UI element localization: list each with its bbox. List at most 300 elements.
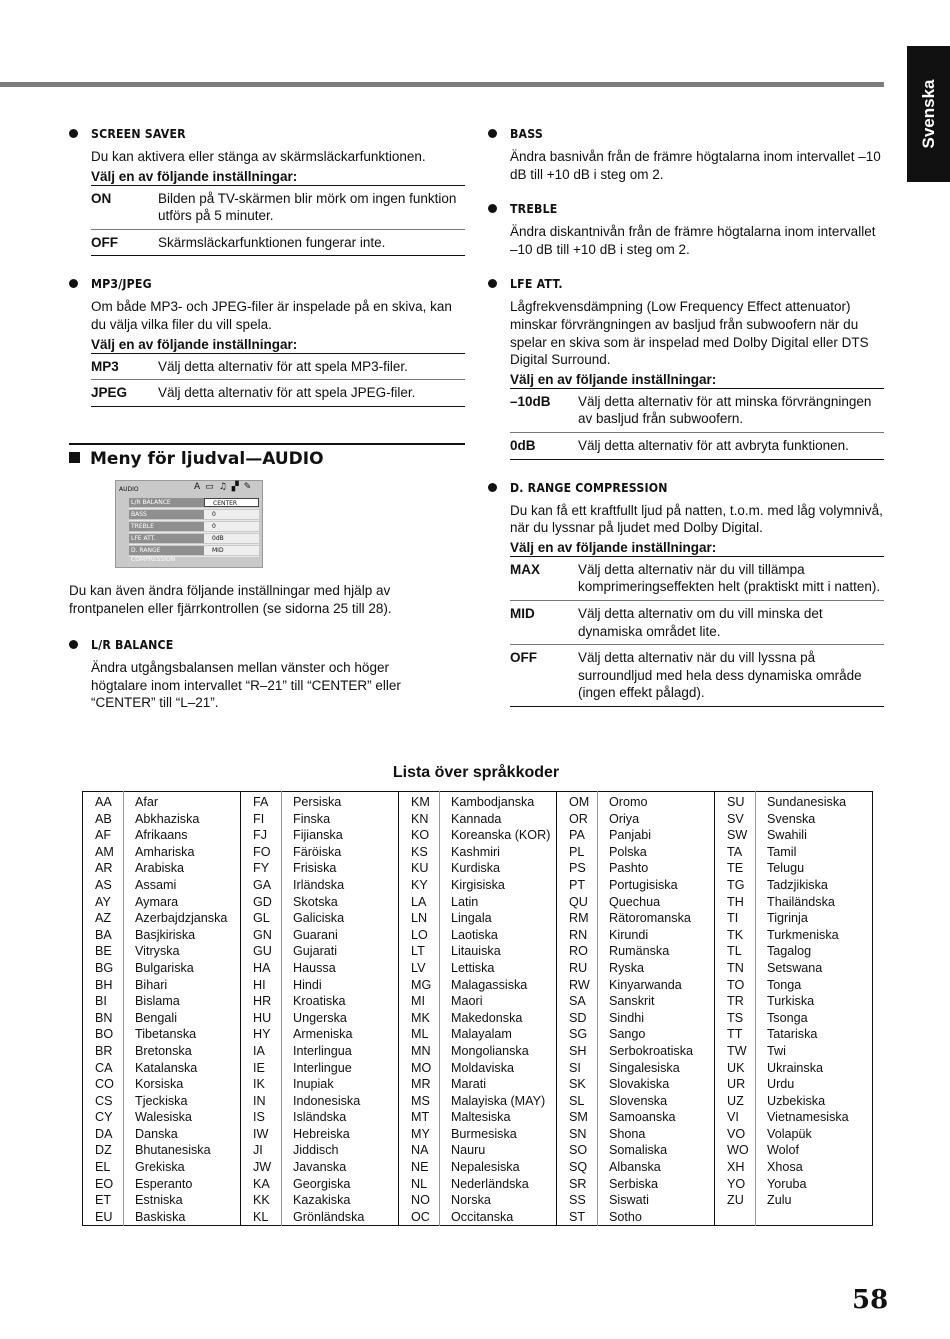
language-name: Oriya xyxy=(598,811,715,828)
language-name: Laotiska xyxy=(440,927,557,944)
language-code: OM xyxy=(557,792,598,811)
language-code: JI xyxy=(241,1142,282,1159)
language-code: FI xyxy=(241,811,282,828)
language-code: AB xyxy=(83,811,124,828)
language-code: ST xyxy=(557,1209,598,1226)
language-name: Quechua xyxy=(598,894,715,911)
language-name: Kurdiska xyxy=(440,860,557,877)
option-text: Skärmsläckarfunktionen fungerar inte. xyxy=(158,234,386,250)
drc-description: Du kan få ett kraftfullt ljud på natten, t.o.m. med låg volymnivå, när du lyssnar på ljudet med Dolby Digital. xyxy=(510,502,883,536)
language-code: SM xyxy=(557,1109,598,1126)
language-name: Skotska xyxy=(282,894,399,911)
language-name: Nederländska xyxy=(440,1176,557,1193)
language-name: Tagalog xyxy=(756,943,873,960)
language-name: Javanska xyxy=(282,1159,399,1176)
mp3-jpeg-heading: MP3/JPEG xyxy=(91,276,152,292)
language-name: Assami xyxy=(124,877,241,894)
language-code: HA xyxy=(241,960,282,977)
language-name: Nepalesiska xyxy=(440,1159,557,1176)
language-code: SN xyxy=(557,1126,598,1143)
language-name: Sango xyxy=(598,1026,715,1043)
language-name: Tigrinja xyxy=(756,910,873,927)
language-code: BI xyxy=(83,993,124,1010)
language-name: Danska xyxy=(124,1126,241,1143)
audio-osd-screenshot xyxy=(115,480,263,568)
language-code: LV xyxy=(399,960,440,977)
language-name: Ryska xyxy=(598,960,715,977)
table-row xyxy=(83,894,873,911)
language-name: Albanska xyxy=(598,1159,715,1176)
language-code: OC xyxy=(399,1209,440,1226)
screen-saver-heading: SCREEN SAVER xyxy=(91,126,186,141)
language-name: Slovenska xyxy=(598,1093,715,1110)
language-code: RO xyxy=(557,943,598,960)
osd-row xyxy=(129,521,259,533)
table-row xyxy=(83,960,873,977)
language-code: BE xyxy=(83,943,124,960)
language-name: Volapük xyxy=(756,1126,873,1143)
language-name: Maltesiska xyxy=(440,1109,557,1126)
option-row xyxy=(510,557,884,601)
language-name: Nauru xyxy=(440,1142,557,1159)
language-code: DA xyxy=(83,1126,124,1143)
language-code: RN xyxy=(557,927,598,944)
language-name: Tonga xyxy=(756,977,873,994)
drc-section xyxy=(488,480,884,707)
language-code: LA xyxy=(399,894,440,911)
table-row xyxy=(83,860,873,877)
language-name: Azerbajdzjanska xyxy=(124,910,241,927)
language-code: SV xyxy=(715,811,756,828)
treble-section xyxy=(488,201,884,258)
language-code: AZ xyxy=(83,910,124,927)
table-row xyxy=(83,1209,873,1226)
bullet-icon xyxy=(488,204,497,213)
language-name: Pashto xyxy=(598,860,715,877)
language-name: Tatariska xyxy=(756,1026,873,1043)
table-row xyxy=(83,943,873,960)
option-key: JPEG xyxy=(91,385,128,401)
language-code: GU xyxy=(241,943,282,960)
screen-saver-options xyxy=(91,185,465,257)
bullet-icon xyxy=(488,483,497,492)
language-name: Abkhaziska xyxy=(124,811,241,828)
language-code: FY xyxy=(241,860,282,877)
language-code: LN xyxy=(399,910,440,927)
language-code: SO xyxy=(557,1142,598,1159)
language-name: Sundanesiska xyxy=(756,792,873,811)
option-key: MP3 xyxy=(91,358,119,374)
language-code: PT xyxy=(557,877,598,894)
language-code: SH xyxy=(557,1043,598,1060)
lfe-att-description: Lågfrekvensdämpning (Low Frequency Effect attenuator) minskar förvrängningen av basljud från subwoofern när du spelar en skiva som är inspelad med Dolby Digital eller DTS Digital Surround. xyxy=(510,299,869,368)
language-code: NO xyxy=(399,1192,440,1209)
bass-section xyxy=(488,126,884,183)
language-name: Grönländska xyxy=(282,1209,399,1226)
osd-rows xyxy=(129,497,259,563)
osd-row xyxy=(129,533,259,545)
page-number: 58 xyxy=(852,1285,889,1315)
language-code: AF xyxy=(83,827,124,844)
table-row xyxy=(83,1060,873,1077)
table-row xyxy=(83,792,873,811)
language-name: Samoanska xyxy=(598,1109,715,1126)
language-name: Bulgariska xyxy=(124,960,241,977)
language-name: Ukrainska xyxy=(756,1060,873,1077)
language-name: Kirgisiska xyxy=(440,877,557,894)
lfe-att-choose: Välj en av följande inställningar: xyxy=(510,371,717,387)
language-code: MR xyxy=(399,1076,440,1093)
language-code: SK xyxy=(557,1076,598,1093)
language-name: Oromo xyxy=(598,792,715,811)
osd-title: AUDIO xyxy=(119,486,139,493)
option-row xyxy=(91,380,465,407)
option-text: Välj detta alternativ när du vill lyssna på surroundljud med hela dess dynamiska område (ingen effekt pålagd). xyxy=(578,650,862,701)
osd-row xyxy=(129,497,259,509)
language-name: Mongolianska xyxy=(440,1043,557,1060)
language-name: Portugisiska xyxy=(598,877,715,894)
audio-menu-title: Meny för ljudval—AUDIO xyxy=(90,449,324,469)
language-code: GA xyxy=(241,877,282,894)
language-name: Singalesiska xyxy=(598,1060,715,1077)
language-code: KK xyxy=(241,1192,282,1209)
mp3-jpeg-options xyxy=(91,353,465,407)
osd-row-value: CENTER xyxy=(204,498,259,507)
option-row xyxy=(510,601,884,645)
language-name: Kazakiska xyxy=(282,1192,399,1209)
language-name: Slovakiska xyxy=(598,1076,715,1093)
language-icon: A xyxy=(194,482,201,492)
option-text: Välj detta alternativ om du vill minska det dynamiska området lite. xyxy=(578,605,823,639)
language-code: ET xyxy=(83,1192,124,1209)
language-tab-label: Svenska xyxy=(918,79,938,149)
lr-balance-description: Ändra utgångsbalansen mellan vänster och höger högtalare inom intervallet “R–21” till “CENTER” eller “CENTER” till “L–21”. xyxy=(91,660,401,711)
language-name: Kirundi xyxy=(598,927,715,944)
language-name: Maori xyxy=(440,993,557,1010)
language-code xyxy=(715,1209,756,1226)
language-code: KS xyxy=(399,844,440,861)
language-code: NL xyxy=(399,1176,440,1193)
table-row xyxy=(83,927,873,944)
language-code: MN xyxy=(399,1043,440,1060)
language-code: GD xyxy=(241,894,282,911)
option-row xyxy=(91,186,465,230)
language-name: Gujarati xyxy=(282,943,399,960)
bass-heading: BASS xyxy=(510,126,543,141)
bullet-icon xyxy=(69,640,78,649)
language-name: Sindhi xyxy=(598,1010,715,1027)
language-code: BR xyxy=(83,1043,124,1060)
language-code: IK xyxy=(241,1076,282,1093)
language-code: SG xyxy=(557,1026,598,1043)
table-row xyxy=(83,1142,873,1159)
language-name: Kashmiri xyxy=(440,844,557,861)
osd-row-value: 0 xyxy=(204,522,259,531)
language-code: PL xyxy=(557,844,598,861)
language-code: MO xyxy=(399,1060,440,1077)
language-code: BO xyxy=(83,1026,124,1043)
language-code: KA xyxy=(241,1176,282,1193)
language-name: Wolof xyxy=(756,1142,873,1159)
language-name: Malayiska (MAY) xyxy=(440,1093,557,1110)
language-code: ML xyxy=(399,1026,440,1043)
language-name: Ungerska xyxy=(282,1010,399,1027)
option-text: Välj detta alternativ för att spela MP3-filer. xyxy=(158,358,408,374)
osd-row-label: L/R BALANCE xyxy=(129,498,204,507)
language-code: TA xyxy=(715,844,756,861)
language-code: MS xyxy=(399,1093,440,1110)
table-row xyxy=(83,1076,873,1093)
treble-description: Ändra diskantnivån från de främre högtalarna inom intervallet –10 dB till +10 dB i steg om 2. xyxy=(510,224,876,257)
language-name: Tsonga xyxy=(756,1010,873,1027)
language-name: Moldaviska xyxy=(440,1060,557,1077)
language-code: KM xyxy=(399,792,440,811)
language-code: BA xyxy=(83,927,124,944)
language-code: TL xyxy=(715,943,756,960)
language-name: Bihari xyxy=(124,977,241,994)
option-text: Välj detta alternativ för att spela JPEG-filer. xyxy=(158,385,416,401)
language-code: EO xyxy=(83,1176,124,1193)
language-code: KN xyxy=(399,811,440,828)
language-code: BN xyxy=(83,1010,124,1027)
language-name: Estniska xyxy=(124,1192,241,1209)
option-row xyxy=(510,645,884,707)
language-code: SS xyxy=(557,1192,598,1209)
language-code: PA xyxy=(557,827,598,844)
audio-icon: ♫ xyxy=(218,482,227,492)
language-name: Makedonska xyxy=(440,1010,557,1027)
table-row xyxy=(83,977,873,994)
language-code: AM xyxy=(83,844,124,861)
language-name: Malayalam xyxy=(440,1026,557,1043)
language-name: Latin xyxy=(440,894,557,911)
language-code: CO xyxy=(83,1076,124,1093)
language-name: Tadzjikiska xyxy=(756,877,873,894)
language-code: HU xyxy=(241,1010,282,1027)
drc-options xyxy=(510,556,884,707)
language-name: Tibetanska xyxy=(124,1026,241,1043)
language-code: HI xyxy=(241,977,282,994)
lfe-att-options xyxy=(510,388,884,460)
language-code: PS xyxy=(557,860,598,877)
language-name: Lettiska xyxy=(440,960,557,977)
language-code: CY xyxy=(83,1109,124,1126)
osd-icon-bar xyxy=(194,482,251,492)
lfe-att-heading: LFE ATT. xyxy=(510,276,563,292)
mp3-jpeg-description: Om både MP3- och JPEG-filer är inspelade på en skiva, kan du välja vilka filer du vill spela. xyxy=(91,299,452,332)
language-name: Afar xyxy=(124,792,241,811)
option-row xyxy=(91,354,465,381)
drc-heading: D. RANGE COMPRESSION xyxy=(510,479,668,495)
language-code: YO xyxy=(715,1176,756,1193)
language-name: Yoruba xyxy=(756,1176,873,1193)
language-code: SU xyxy=(715,792,756,811)
language-code: AS xyxy=(83,877,124,894)
language-name: Bhutanesiska xyxy=(124,1142,241,1159)
option-text: Välj detta alternativ för att minska förvrängningen av basljud från subwoofern. xyxy=(578,393,872,427)
language-code: HY xyxy=(241,1026,282,1043)
option-key: –10dB xyxy=(510,393,551,409)
language-code: WO xyxy=(715,1142,756,1159)
language-code: TE xyxy=(715,860,756,877)
drc-choose: Välj en av följande inställningar: xyxy=(510,539,717,555)
language-code: TW xyxy=(715,1043,756,1060)
language-name: Malagassiska xyxy=(440,977,557,994)
mp3-jpeg-section xyxy=(69,276,465,406)
language-name: Afrikaans xyxy=(124,827,241,844)
language-name: Isländska xyxy=(282,1109,399,1126)
language-name: Irländska xyxy=(282,877,399,894)
language-name: Panjabi xyxy=(598,827,715,844)
language-name: Bengali xyxy=(124,1010,241,1027)
language-name: Fijianska xyxy=(282,827,399,844)
language-codes-table xyxy=(82,791,873,1226)
language-code: TI xyxy=(715,910,756,927)
language-name: Galiciska xyxy=(282,910,399,927)
language-code: AA xyxy=(83,792,124,811)
language-code: UZ xyxy=(715,1093,756,1110)
osd-row-label: LFE ATT. xyxy=(129,534,204,543)
language-code: EL xyxy=(83,1159,124,1176)
language-code: MG xyxy=(399,977,440,994)
language-code: ZU xyxy=(715,1192,756,1209)
language-name: Indonesiska xyxy=(282,1093,399,1110)
language-code: CA xyxy=(83,1060,124,1077)
language-name: Jiddisch xyxy=(282,1142,399,1159)
language-name: Vitryska xyxy=(124,943,241,960)
lfe-att-section xyxy=(488,276,884,459)
language-code: SL xyxy=(557,1093,598,1110)
language-code: HR xyxy=(241,993,282,1010)
language-code: RU xyxy=(557,960,598,977)
language-name: Georgiska xyxy=(282,1176,399,1193)
language-name: Rätoromanska xyxy=(598,910,715,927)
screen-saver-description: Du kan aktivera eller stänga av skärmsläckarfunktionen. xyxy=(91,149,426,164)
language-code: SW xyxy=(715,827,756,844)
language-name: Persiska xyxy=(282,792,399,811)
language-code: AR xyxy=(83,860,124,877)
language-name: Urdu xyxy=(756,1076,873,1093)
language-name: Sanskrit xyxy=(598,993,715,1010)
language-name: Sotho xyxy=(598,1209,715,1226)
language-name: Siswati xyxy=(598,1192,715,1209)
language-name: Aymara xyxy=(124,894,241,911)
language-code: LT xyxy=(399,943,440,960)
language-name: Armeniska xyxy=(282,1026,399,1043)
language-name: Litauiska xyxy=(440,943,557,960)
bullet-icon xyxy=(488,279,497,288)
language-name: Katalanska xyxy=(124,1060,241,1077)
square-bullet-icon xyxy=(69,452,80,463)
language-code: IN xyxy=(241,1093,282,1110)
language-name: Marati xyxy=(440,1076,557,1093)
tools-icon: ✎ xyxy=(243,482,252,492)
osd-row-label: TREBLE xyxy=(129,522,204,531)
language-name: Bislama xyxy=(124,993,241,1010)
language-name: Burmesiska xyxy=(440,1126,557,1143)
option-row xyxy=(91,230,465,257)
bullet-icon xyxy=(488,129,497,138)
language-name: Telugu xyxy=(756,860,873,877)
osd-row-value: MID xyxy=(204,546,259,555)
language-code: MI xyxy=(399,993,440,1010)
language-code: KY xyxy=(399,877,440,894)
language-name: Xhosa xyxy=(756,1159,873,1176)
osd-row-label: D. RANGE COMPRESSION xyxy=(129,546,204,555)
option-key: OFF xyxy=(510,650,537,666)
language-name: Haussa xyxy=(282,960,399,977)
lr-balance-heading: L/R BALANCE xyxy=(91,637,174,652)
table-row xyxy=(83,1043,873,1060)
language-name xyxy=(756,1209,873,1226)
option-key: OFF xyxy=(91,234,118,250)
table-row xyxy=(83,811,873,828)
language-code: TK xyxy=(715,927,756,944)
language-code: VO xyxy=(715,1126,756,1143)
table-row xyxy=(83,993,873,1010)
language-name: Rumänska xyxy=(598,943,715,960)
language-name: Turkiska xyxy=(756,993,873,1010)
table-row xyxy=(83,1109,873,1126)
language-code: IA xyxy=(241,1043,282,1060)
language-code: JW xyxy=(241,1159,282,1176)
language-name: Amhariska xyxy=(124,844,241,861)
table-row xyxy=(83,827,873,844)
language-code: KO xyxy=(399,827,440,844)
language-name: Zulu xyxy=(756,1192,873,1209)
language-name: Turkmeniska xyxy=(756,927,873,944)
table-row xyxy=(83,1159,873,1176)
osd-row-label: BASS xyxy=(129,510,204,519)
screen-saver-choose: Välj en av följande inställningar: xyxy=(91,168,298,184)
language-code: KU xyxy=(399,860,440,877)
table-row xyxy=(83,877,873,894)
language-code: MY xyxy=(399,1126,440,1143)
language-name: Färöiska xyxy=(282,844,399,861)
option-row xyxy=(510,389,884,433)
screen-saver-section xyxy=(69,126,465,256)
bullet-icon xyxy=(69,129,78,138)
audio-menu-heading xyxy=(69,443,465,469)
language-code: FO xyxy=(241,844,282,861)
language-code: FJ xyxy=(241,827,282,844)
language-code: MK xyxy=(399,1010,440,1027)
language-code: SI xyxy=(557,1060,598,1077)
option-key: MID xyxy=(510,605,535,621)
language-name: Guarani xyxy=(282,927,399,944)
table-row xyxy=(83,1093,873,1110)
language-name: Vietnamesiska xyxy=(756,1109,873,1126)
option-text: Välj detta alternativ för att avbryta funktionen. xyxy=(578,437,849,453)
language-name: Arabiska xyxy=(124,860,241,877)
bass-description: Ändra basnivån från de främre högtalarna inom intervallet –10 dB till +10 dB i steg om 2. xyxy=(510,149,881,182)
language-name: Kannada xyxy=(440,811,557,828)
language-code: TH xyxy=(715,894,756,911)
language-name: Kroatiska xyxy=(282,993,399,1010)
language-code: UR xyxy=(715,1076,756,1093)
language-code: LO xyxy=(399,927,440,944)
language-code: GN xyxy=(241,927,282,944)
table-row xyxy=(83,844,873,861)
language-code: NE xyxy=(399,1159,440,1176)
top-rule xyxy=(0,82,884,87)
language-name: Koreanska (KOR) xyxy=(440,827,557,844)
language-name: Twi xyxy=(756,1043,873,1060)
language-name: Serbiska xyxy=(598,1176,715,1193)
language-name: Korsiska xyxy=(124,1076,241,1093)
option-text: Bilden på TV-skärmen blir mörk om ingen funktion utförs på 5 minuter. xyxy=(158,190,457,224)
language-name: Bretonska xyxy=(124,1043,241,1060)
